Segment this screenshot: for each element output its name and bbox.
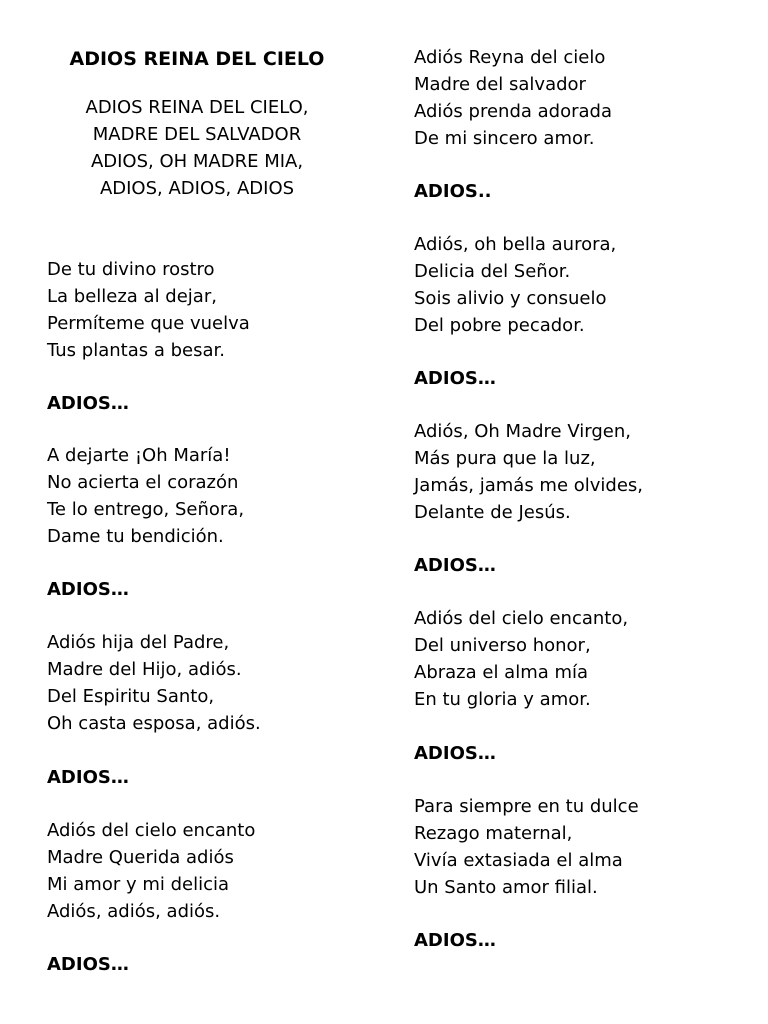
refrain: ADIOS.. [414, 181, 492, 202]
verse-line: Más pura que la luz, [414, 448, 596, 469]
verse-line: Adiós Reyna del cielo [414, 47, 606, 68]
verse-line: Adiós, oh bella aurora, [414, 234, 617, 255]
verse-line: Adiós prenda adorada [414, 101, 612, 122]
verse-line: Vivía extasiada el alma [414, 850, 623, 871]
verse-line: Un Santo amor filial. [414, 877, 598, 898]
verse-line: A dejarte ¡Oh María! [47, 445, 231, 466]
refrain: ADIOS… [47, 579, 129, 600]
verse-line: Delante de Jesús. [414, 502, 571, 523]
verse-line: En tu gloria y amor. [414, 689, 591, 710]
verse-line: Jamás, jamás me olvides, [414, 475, 644, 496]
song-title: ADIOS REINA DEL CIELO [69, 48, 325, 70]
verse-line: Permíteme que vuelva [47, 313, 250, 334]
chorus-line: ADIOS REINA DEL CIELO, [85, 97, 309, 118]
verse-line: Adiós del cielo encanto, [414, 608, 629, 629]
verse-line: Tus plantas a besar. [47, 340, 225, 361]
verse-line: Madre del salvador [414, 74, 586, 95]
verse-line: Madre Querida adiós [47, 847, 234, 868]
verse-line: Adiós del cielo encanto [47, 820, 256, 841]
verse-line: Delicia del Señor. [414, 261, 571, 282]
chorus-line: ADIOS, OH MADRE MIA, [90, 151, 304, 172]
verse-line: Abraza el alma mía [414, 662, 589, 683]
verse-line: Del universo honor, [414, 635, 591, 656]
refrain: ADIOS… [47, 393, 129, 414]
chorus-line: ADIOS, ADIOS, ADIOS [99, 178, 295, 199]
refrain: ADIOS… [414, 555, 496, 576]
verse-line: Rezago maternal, [414, 823, 573, 844]
refrain: ADIOS… [47, 954, 129, 975]
verse-line: Del pobre pecador. [414, 315, 585, 336]
verse-line: La belleza al dejar, [47, 286, 217, 307]
verse-line: Para siempre en tu dulce [414, 796, 639, 817]
verse-line: Del Espiritu Santo, [47, 686, 215, 707]
verse-line: Oh casta esposa, adiós. [47, 713, 261, 734]
refrain: ADIOS… [414, 743, 496, 764]
verse-line: Adiós, adiós, adiós. [47, 901, 221, 922]
verse-line: Te lo entrego, Señora, [47, 499, 245, 520]
verse-line: Mi amor y mi delicia [47, 874, 230, 895]
verse-line: No acierta el corazón [47, 472, 239, 493]
verse-line: Sois alivio y consuelo [414, 288, 607, 309]
verse-line: De tu divino rostro [47, 259, 215, 280]
verse-line: Adiós, Oh Madre Virgen, [414, 421, 631, 442]
refrain: ADIOS… [47, 767, 129, 788]
refrain: ADIOS… [414, 368, 496, 389]
verse-line: Adiós hija del Padre, [47, 632, 230, 653]
verse-line: Madre del Hijo, adiós. [47, 659, 242, 680]
verse-line: De mi sincero amor. [414, 128, 595, 149]
chorus-line: MADRE DEL SALVADOR [92, 124, 302, 145]
verse-line: Dame tu bendición. [47, 526, 224, 547]
refrain: ADIOS… [414, 930, 496, 951]
